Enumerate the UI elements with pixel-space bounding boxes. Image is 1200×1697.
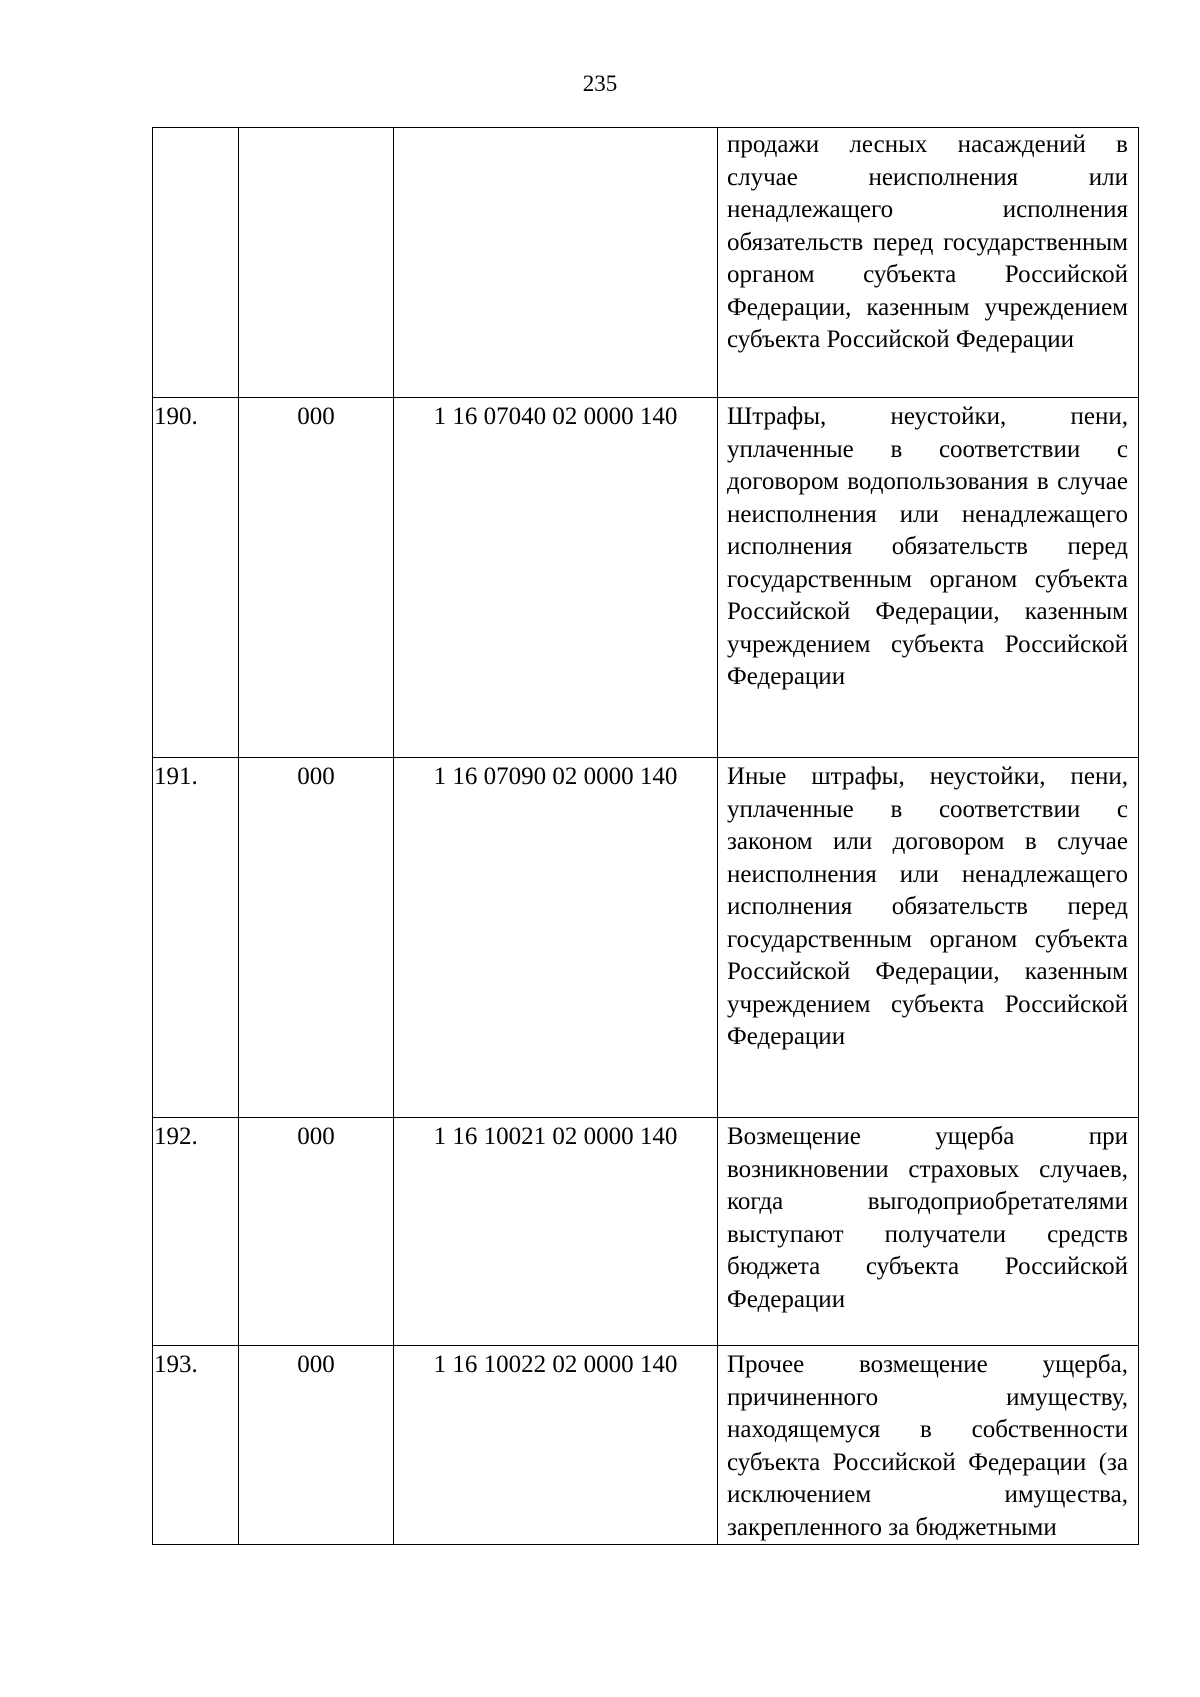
row-number-cell: 192.: [153, 1118, 239, 1346]
table-row-193: [153, 1346, 1139, 1545]
budget-code-cell: 1 16 07040 02 0000 140: [394, 398, 718, 758]
budget-code-cell: [394, 128, 718, 398]
admin-code-cell: 000: [239, 1346, 394, 1545]
table-row-191: [153, 758, 1139, 1118]
description-cell: Прочее возмещение ущерба, причиненного имуществу, находящемуся в собственности субъекта Российской Федерации (за исключением имущества, закрепленного за бюджетными: [718, 1346, 1139, 1545]
row-number-cell: [153, 128, 239, 398]
page-number: 235: [582, 71, 618, 96]
table-row-190: [153, 398, 1139, 758]
table-row-continuation: [153, 128, 1139, 398]
description-cell: Штрафы, неустойки, пени, уплаченные в соответствии с договором водопользования в случае неисполнения или ненадлежащего исполнения обязательств перед государственным органом субъекта Российской Федерации, казенным учреждением субъекта Российской Федерации: [718, 398, 1139, 758]
row-number-cell: 191.: [153, 758, 239, 1118]
row-number-cell: 190.: [153, 398, 239, 758]
table-row-192: [153, 1118, 1139, 1346]
description-cell: Иные штрафы, неустойки, пени, уплаченные в соответствии с законом или договором в случае неисполнения или ненадлежащего исполнения обязательств перед государственным органом субъекта Российской Федерации, казенным учреждением субъекта Российской Федерации: [718, 758, 1139, 1118]
row-number-cell: 193.: [153, 1346, 239, 1545]
description-cell: продажи лесных насаждений в случае неисполнения или ненадлежащего исполнения обязательств перед государственным органом субъекта Российской Федерации, казенным учреждением субъекта Российской Федерации: [718, 128, 1139, 398]
admin-code-cell: 000: [239, 1118, 394, 1346]
admin-code-cell: [239, 128, 394, 398]
budget-code-cell: 1 16 10022 02 0000 140: [394, 1346, 718, 1545]
revenue-codes-table: [152, 127, 1139, 1545]
admin-code-cell: 000: [239, 758, 394, 1118]
description-cell: Возмещение ущерба при возникновении страховых случаев, когда выгодоприобретателями выступают получатели средств бюджета субъекта Российской Федерации: [718, 1118, 1139, 1346]
admin-code-cell: 000: [239, 398, 394, 758]
budget-code-cell: 1 16 10021 02 0000 140: [394, 1118, 718, 1346]
budget-code-cell: 1 16 07090 02 0000 140: [394, 758, 718, 1118]
